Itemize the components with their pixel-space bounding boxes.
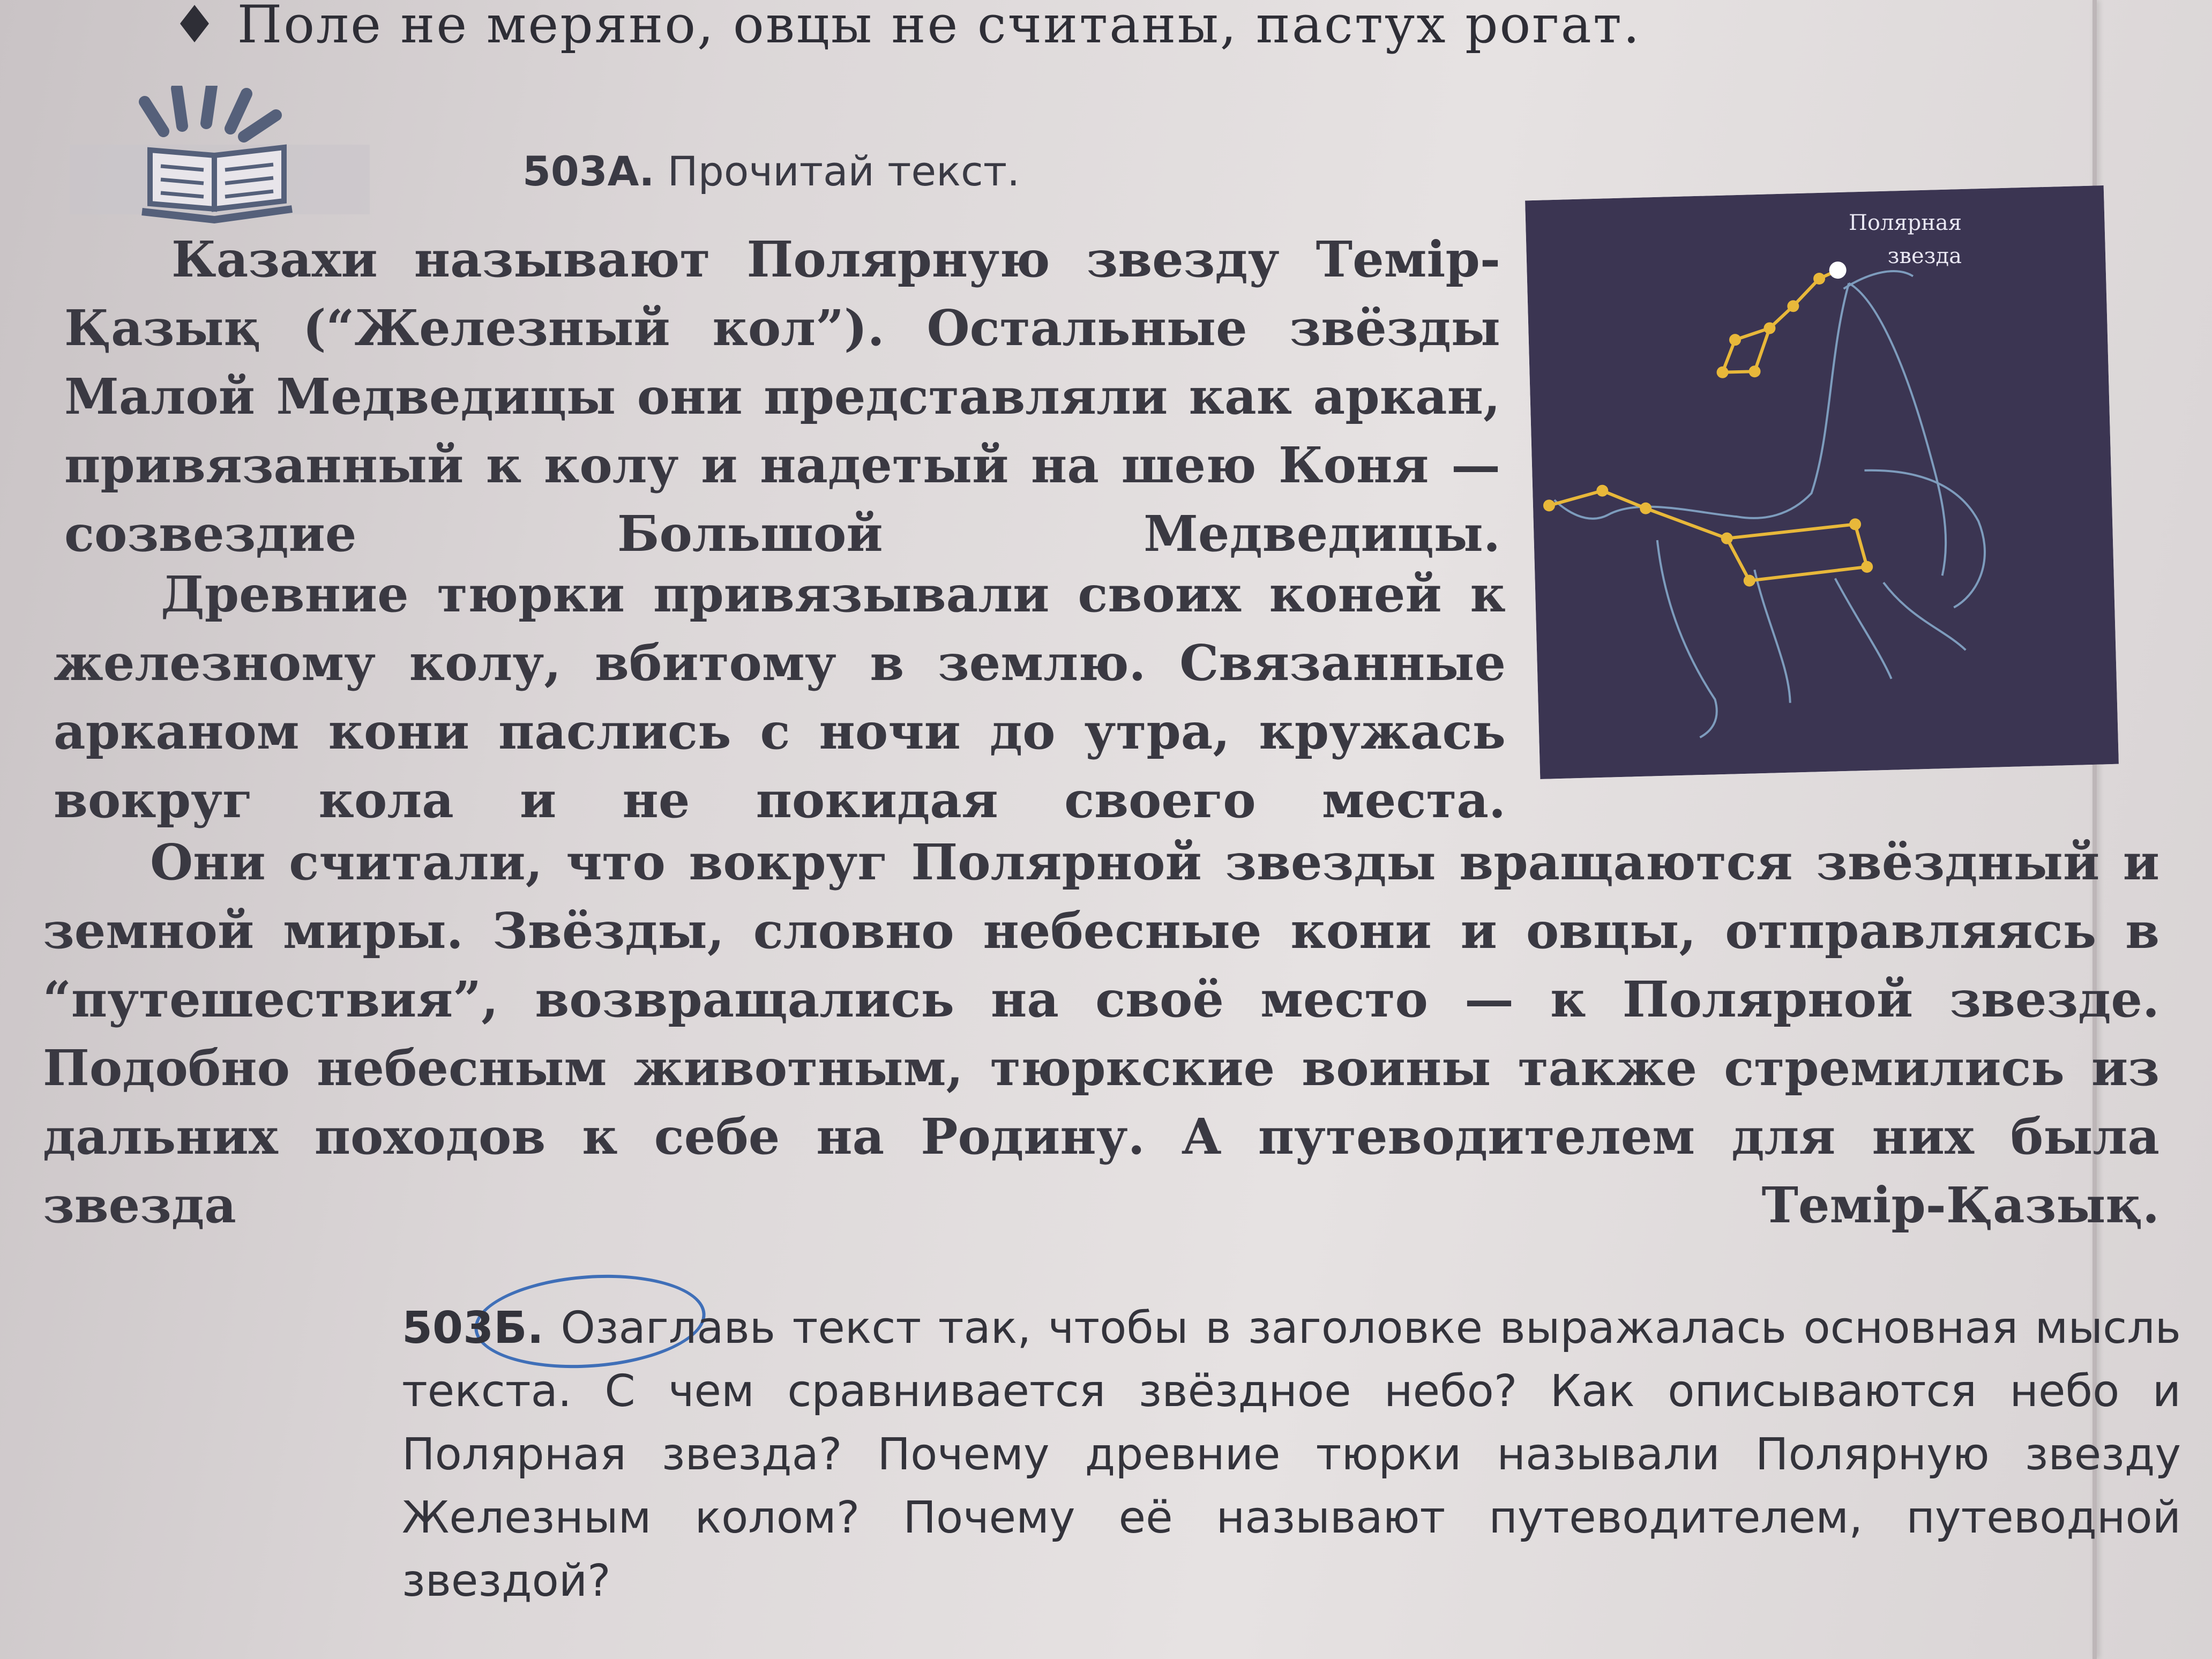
paragraph-1: Казахи называют Полярную звезду Темір-Қазық (“Железный кол”). Остальные звёзды Малой Медведицы они представляли как аркан, привязанный к колу и надетый на шею Коня — созвездие Большой Медведицы. (64, 230, 1500, 563)
task-b-number: 503Б. (402, 1303, 544, 1354)
task-b-text: Озаглавь текст так, чтобы в заголовке выражалась основная мысль текста. С чем сравнивается звёздное небо? Как описываются небо и Полярная звезда? Почему древние тюрки называли Полярную звезду Железным колом? Почему её называют путеводителем, путеводной звездой? (402, 1303, 2181, 1606)
proverb-line: ♦ Поле не меряно, овцы не считаны, пастух рогат. (171, 0, 1641, 55)
constellation-illustration (1525, 185, 2119, 779)
paragraph-2: Древние тюрки привязывали своих коней к железному колу, вбитому в землю. Связанные арканом кони паслись с ночи до утра, кружась вокруг кола и не покидая своего места. (54, 565, 1506, 829)
polaris-caption-line2: звезда (1887, 244, 1962, 268)
task-503a-heading (522, 147, 1020, 195)
task-503b (402, 1297, 2181, 1613)
open-book-icon (70, 86, 370, 225)
task-instruction: Прочитай текст. (667, 147, 1020, 195)
polaris-caption-line1: Полярная (1849, 211, 1962, 235)
task-number: 503А. (522, 147, 655, 195)
polaris-caption (1849, 206, 1962, 273)
paragraph-3: Они считали, что вокруг Полярной звезды вращаются звёздный и земной миры. Звёзды, словно небесные кони и овцы, отправляясь в “путешествия”, возвращались на своё место — к Полярной звезде. Подобно небесным животным, тюркские воины также стремились из дальних походов к себе на Родину. А путеводителем для них была звезда Темір-Қазық. (43, 833, 2159, 1234)
